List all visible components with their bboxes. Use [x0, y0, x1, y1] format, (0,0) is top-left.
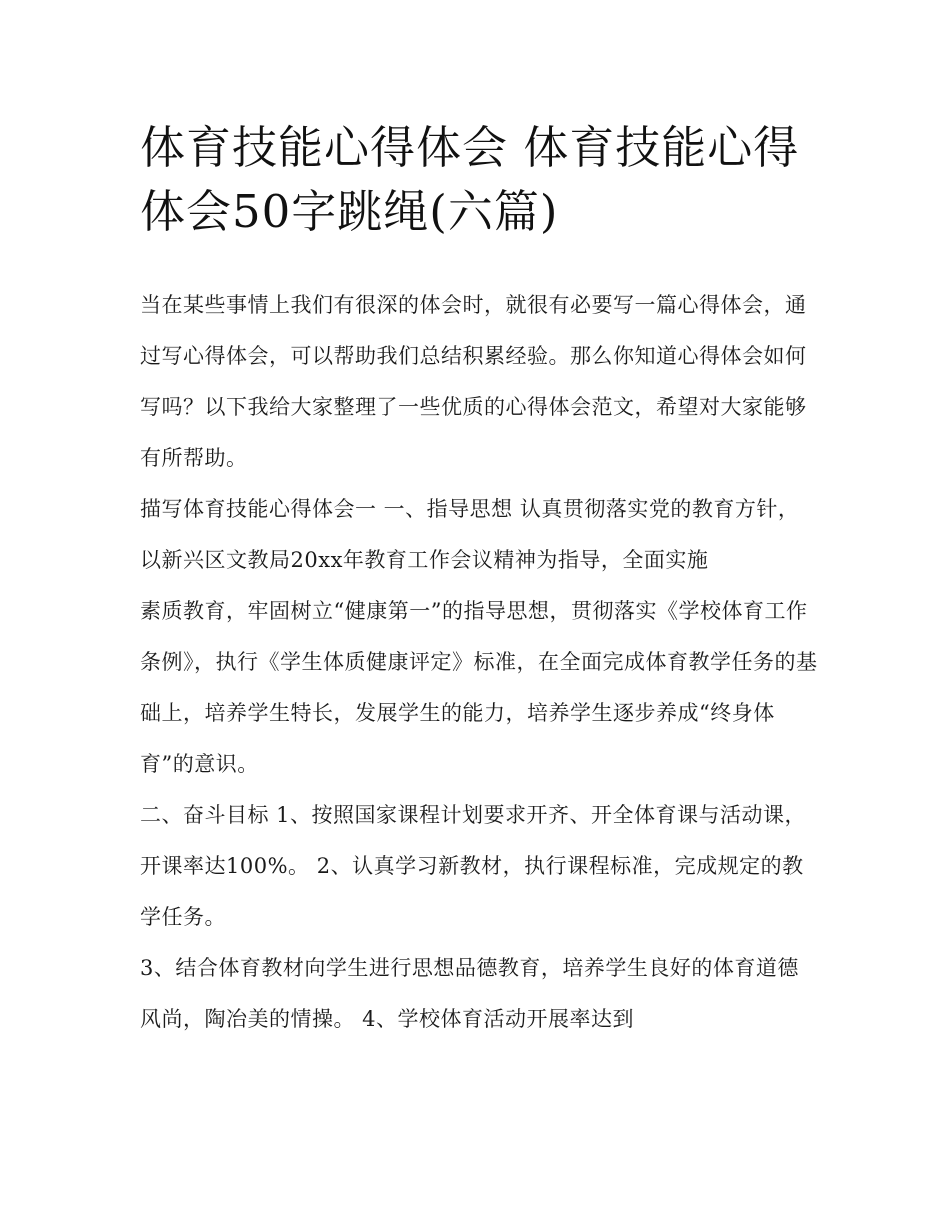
paragraph-guiding-ideology: 描写体育技能心得体会一 一、指导思想 认真贯彻落实党的教育方针，以新兴区文教局20xx年教育工作会议精神为指导，全面实施: [140, 497, 800, 572]
document-body: [140, 280, 820, 1045]
paragraph-goals: 二、奋斗目标 1、按照国家课程计划要求开齐、开全体育课与活动课，开课率达100%。 2、认真学习新教材，执行课程标准，完成规定的教学任务。: [140, 803, 807, 929]
paragraph-goals-continued: 3、结合体育教材向学生进行思想品德教育，培养学生良好的体育道德风尚，陶冶美的情操。 4、学校体育活动开展率达到: [140, 956, 799, 1031]
document-title: 体育技能心得体会 体育技能心得体会50字跳绳(六篇): [140, 121, 800, 238]
paragraph-intro: 当在某些事情上我们有很深的体会时，就很有必要写一篇心得体会，通过写心得体会，可以帮助我们总结积累经验。那么你知道心得体会如何写吗？以下我给大家整理了一些优质的心得体会范文，希望对大家能够有所帮助。: [140, 293, 807, 470]
paragraph-quality-education: 素质教育，牢固树立“健康第一”的指导思想，贯彻落实《学校体育工作条例》，执行《学生体质健康评定》标准，在全面完成体育教学任务的基础上，培养学生特长，发展学生的能力，培养学生逐步养成“终身体育”的意识。: [140, 599, 818, 776]
